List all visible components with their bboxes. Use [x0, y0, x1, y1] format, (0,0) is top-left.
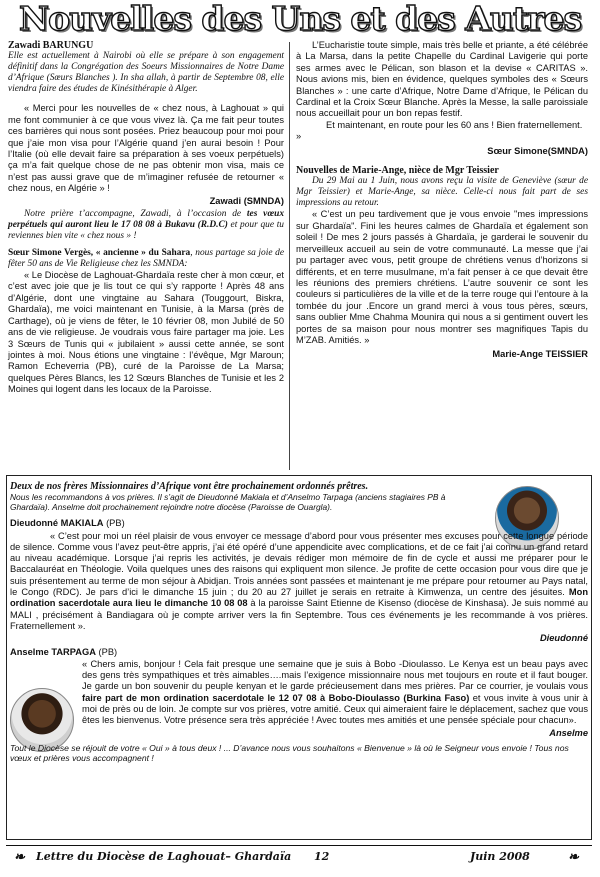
- ordination-box: [6, 475, 592, 840]
- page-title: Nouvelles des Uns et des Autres: [18, 0, 582, 38]
- zawadi-prayer-text: Notre prière t’accompagne, Zawadi, à l’occasion de: [24, 209, 247, 220]
- zawadi-prayer: [8, 209, 284, 242]
- anselme-letter: [10, 659, 588, 727]
- ordination-content: [10, 481, 588, 764]
- ornament-right-icon: ❧: [568, 850, 579, 865]
- anselme-name-line: [10, 647, 588, 658]
- box-closing: Tout le Diocèse se réjouit de votre « Oui » à tous deux ! ... D’avance nous vous souhaitons « Bienvenue » là où le Seigneur vous envoie ! Tous nos vœux et prières vous accompagnent !: [10, 742, 569, 764]
- left-column: [8, 40, 284, 396]
- anselme-text: « Chers amis, bonjour ! Cela fait presque une semaine que je suis à Bobo -Dioulasso. Le Kenya est un beau pays avec des gens très sympathiques et très aimables….mais l’exigence missionnaire nous met toujours en route et il faut bouger. Je garde un bon souvenir du peuple kenyan et le garde précieusement dans mes prières. Par ce courrier, je voulais vous: [82, 658, 588, 692]
- zawadi-heading: Zawadi BARUNGU: [8, 40, 94, 51]
- footer-page-number: 12: [314, 850, 330, 863]
- anselme-ordination-date: faire part de mon ordination sacerdotale le 12 07 08 à Bobo-Dioulasso (Burkina Faso): [82, 692, 470, 703]
- simone-signature: Sœur Simone(SMNDA): [487, 145, 588, 156]
- marie-letter: « C’est un peu tardivement que je vous envoie "mes impressions sur Ghardaïa". Fini les heures calmes de Ghardaïa et également son soleil ! De mes 2 jours passés à Ghardaïa, je garderai le souvenir du merveilleux accueil au sein de votre communauté. La messe que j’ai pu partager avec vous, petit groupe de chrétiens venus d’horizons si différents, et en terre musulmane, m’a fait penser à ce que devait être les réunions des premiers chrétiens. L’autre souvenir ce sont les couleurs si particulières de la ville et de la terre rouge qui l’entoure à la tombée du jour .Encore un grand merci à vous tous pères, sœurs, sans oublier Mme Chahma Mounira qui nous a si gentiment ouvert les portes de sa maison pour nous montrer ses magnifiques Tapis du M’ZAB. Amitiés. »: [296, 209, 588, 345]
- dieudonne-signature: Dieudonné: [539, 633, 588, 644]
- simone-closing: Et maintenant, en route pour les 60 ans ! Bien fraternellement. »: [296, 119, 583, 142]
- anselme-signature: Anselme: [549, 727, 588, 738]
- dieudonne-tag: (PB): [103, 518, 125, 529]
- zawadi-intro: Elle est actuellement à Nairobi où elle se prépare à son engagement définitif dans la Congrégation des Soeurs Missionnaires de Notre Dame d’Afrique (Sœurs Blanches ). In sha allah, à partir de Septembre 08, elle viendra faire des études de Kinésithérapie à Alger.: [8, 51, 284, 95]
- ornament-left-icon: ❧: [14, 850, 25, 865]
- dieudonne-text: « C’est pour moi un réel plaisir de vous envoyer ce message d’abord pour vous présenter mes excuses pour cette longue période de silence. Comme vous l’avez peut-être appris, j’ai été opéré d’une appendicite avec complications, et de ce fait j’ai connu un grand retard au niveau académique. Lorsque j’ai repris les activités, je devais rédiger mon mémoire de fin de cycle et aussi me préparer pour le Baccalauréat en Théologie. Voila quelques unes des raisons qui expliquent mon silence. Je profite de cette occasion pour vous dire que je suis présentement au terme de mon séjour à Abidjan. Trois années sont passées et maintenant je me prépare pour retourner au Pays natal, le Congo (RDC). Je pars d’ici le dimanche 15 juin ; du 20 au 27 juillet je serais en retraite à Kimwenza, un centre des jésuites.: [10, 530, 588, 598]
- zawadi-letter: « Merci pour les nouvelles de « chez nous, à Laghouat » qui me font communier à ce que vous vivez là. Ça me fait peur toutes ces barrières qui nous sont posées. Priez beaucoup pour moi pour que j’aie mon visa pour l’Algérie quand j’en aurai besoin ! Pour l’Italie (où elle devait faire sa préparation à ses voeux perpétuels) ça m’a fait quelque chose de ne pas obtenir mon visa, mais ce n’est pas aussi grave que de m’imaginer refusée de retourner « chez nous, en Algérie » !: [8, 103, 284, 194]
- simone-heading: Sœur Simone Vergès, « ancienne » du Sahara: [8, 248, 191, 259]
- dieudonne-text-end: à la paroisse Saint Etienne de Kisenso (diocèse de Kinshasa). Je suis nommé au MALI , précisément à Bandiagara où je compte arriver vers la fin Septembre. Tous ces événements je les recommande à vos prières. Fraternellement ».: [10, 598, 588, 631]
- zawadi-signature: Zawadi (SMNDA): [209, 195, 284, 206]
- anselme-tag: (PB): [95, 646, 118, 657]
- dieudonne-name: Dieudonné MAKIALA: [10, 518, 104, 529]
- box-heading: Deux de nos frères Missionnaires d’Afrique vont être prochainement ordonnés prêtres.: [10, 481, 369, 492]
- marie-heading: Nouvelles de Marie-Ange, nièce de Mgr Teissier: [296, 165, 499, 177]
- column-divider: [289, 42, 290, 470]
- right-column: [296, 40, 588, 363]
- marie-intro: Du 29 Mai au 1 Juin, nous avons reçu la visite de Geneviève (sœur de Mgr Teissier) et Marie-Ange, sa nièce. Celle-ci nous fait part de ses impressions au retour.: [296, 176, 588, 209]
- dieudonne-name-line: [10, 518, 588, 529]
- footer-rule: [6, 845, 592, 846]
- simone-intro: , nous partage sa joie de fêter 50 ans de Vie Religieuse chez les SMNDA:: [8, 248, 284, 270]
- box-subheading: Nous les recommandons à vos prières. Il s’agit de Dieudonné Makiala et d’Anselmo Tarpaga (anciens stagiaires PB à Ghardaïa). Anselme doit prochainement rejoindre notre diocèse (Paroisse de Ouargla).: [10, 492, 446, 513]
- simone-letter: « Le Diocèse de Laghouat-Ghardaïa reste cher à mon cœur, et c’est avec joie que je lis tout ce qui s’y rapporte ! Après 48 ans d’Algérie, dont une vingtaine au Sahara (Touggourt, Biskra, Ghardaïa), me voici maintenant en Tunisie, à la Marsa (près de Carthage), où je viens de fêter, le 10 février 08, mon Jubilé de 50 ans de vie religieuse. Je voudrais vous faire partager ma joie. Les 3 Sœurs de Tunis qui « jubilaient » aussi cette année, se sont jointes à moi. Nous étions une vingtaine : l’évêque, Mgr Maroun; Ramon Echeverria (PB), curé de la Paroisse de La Marsa; quelques Pères Blancs, les 12 Sœurs Blanches de Tunisie et les 2 Moines qui logent dans les locaux de la Paroisse.: [8, 270, 284, 395]
- footer-date: Juin 2008: [470, 850, 530, 863]
- dieudonne-letter: [10, 531, 588, 633]
- zawadi-vows-date: tes vœux perpétuels qui auront lieu le 17 08 08 à Bukavu (R.D.C): [8, 209, 285, 231]
- marie-signature: Marie-Ange TEISSIER: [492, 349, 588, 360]
- zawadi-prayer-end: et pour que tu reviennes bien vite « chez nous » !: [8, 220, 284, 242]
- page-footer: [14, 848, 586, 868]
- dieudonne-ordination-date: Mon ordination sacerdotale aura lieu le dimanche 10 08 08: [10, 587, 588, 609]
- anselme-text-end: et vous invite à vous unir à moi de près ou de loin. Je compte sur vos prières, votre amitié. Ceux qui aimeraient faire le déplacement, sachez que vous êtes les bienvenus. Votre présence sera très appréciée ! Avec toutes mes amitiés et une pensée spéciale pour chacun».: [82, 692, 588, 726]
- anselme-name: Anselme TARPAGA: [10, 646, 96, 657]
- simone-intro-block: [8, 248, 284, 270]
- simone-letter-continued: L’Eucharistie toute simple, mais très belle et priante, a été célébrée à La Marsa, dans la petite Chapelle du Cardinal Lavigerie qui porte ses armes avec le Pélican, son blason et la devise « CARITAS ». Nous avions mis, bien en évidence, quelques symboles des « Sœurs Blanches » : une carte d’Afrique, Notre Dame d’Afrique, le Pélican du Cardinal et la Croix Sœur Blanche. Après la Messe, la salle paroissiale nous accueillait pour un bon repas festif.: [296, 40, 588, 119]
- footer-publication: Lettre du Diocèse de Laghouat– Ghardaïa: [36, 850, 292, 863]
